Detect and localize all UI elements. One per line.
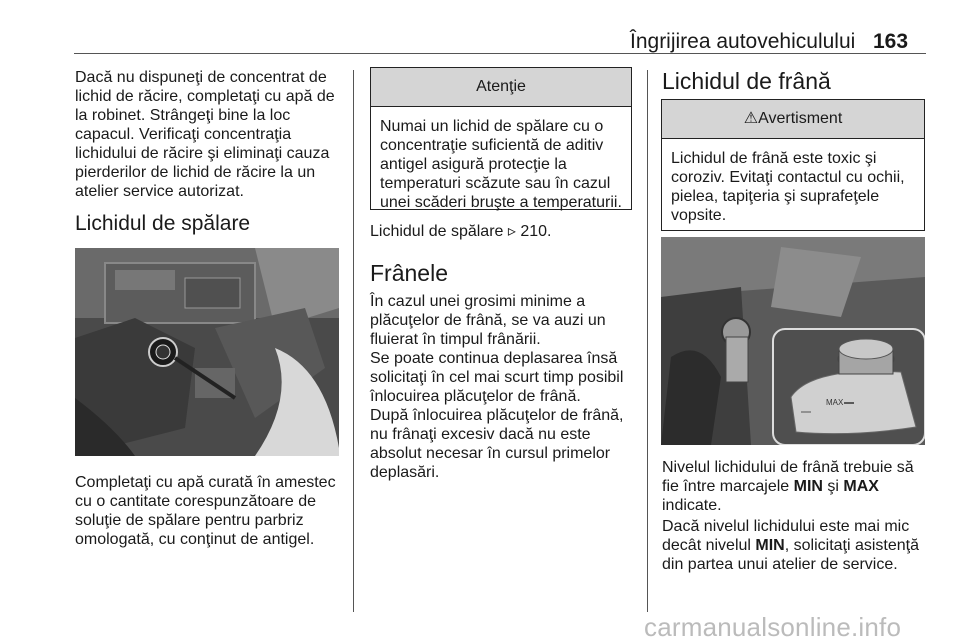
low-level-paragraph <box>662 517 924 574</box>
washer-fill-caption: Completaţi cu apă curată în amestec cu o cantitate corespunzătoare de soluţie de spălare pentru parbriz omologată, cu conţinut de antigel. <box>75 474 336 548</box>
warning-text: Lichidul de frână este toxic şi coroziv. Evitaţi contactul cu ochii, pielea, tapiţeria şi suprafeţele vopsite. <box>671 150 905 224</box>
cross-reference-page: 210. <box>520 223 552 240</box>
notice-title: Atenţie <box>371 68 631 107</box>
cross-reference-text: Lichidul de spălare <box>370 223 504 240</box>
header-rule <box>74 53 926 54</box>
warning-header <box>662 100 924 139</box>
level-text-and: şi <box>827 478 839 495</box>
brake-reservoir-photo <box>661 237 925 445</box>
level-text-a: Nivelul lichidului de frână trebuie să fie între marcajele <box>662 459 914 495</box>
notice-text: Numai un lichid de spălare cu o concentraţie suficientă de aditiv antigel asigură protecţie la temperaturi scăzute sau în cazul unei scăderi bruşte a temperaturii. <box>380 118 622 211</box>
warning-box <box>661 99 925 231</box>
brakes-heading: Frânele <box>370 260 448 286</box>
column-divider-2 <box>647 70 648 612</box>
max-mark-label: MAX <box>826 398 844 407</box>
low-level-text-a: Dacă nivelul lichidului este mai mic decât nivelul <box>662 518 910 554</box>
coolant-intro-paragraph: Dacă nu dispuneţi de concentrat de lichid de răcire, completaţi cu apă de la robinet. Strângeţi bine la loc capacul. Verificaţi concentraţia lichidului de răcire şi eliminaţi cauza pierderilor de lichid de răcire la un atelier service autorizat. <box>75 69 335 200</box>
notice-box <box>370 67 632 210</box>
watermark-brand: carmanualsonline.info <box>644 612 902 642</box>
arrow-glyph-icon: ▹ <box>507 223 516 240</box>
page-header-title: Îngrijirea autovehiculului <box>630 30 856 53</box>
min-mark-text: MIN <box>793 478 823 495</box>
low-level-min-text: MIN <box>755 537 785 554</box>
washer-fluid-heading: Lichidul de spălare <box>75 212 251 235</box>
brakes-para-1: În cazul unei grosimi minime a plăcuţelor de frână, se va auzi un fluierat în timpul frânării. <box>370 293 606 348</box>
brakes-para-2: Se poate continua deplasarea însă solicitaţi în cel mai scurt timp posibil înlocuirea plăcuţelor de frână. <box>370 350 624 405</box>
warning-title: Avertisment <box>758 110 843 127</box>
brakes-para-3: După înlocuirea plăcuţelor de frână, nu frânaţi excesiv dacă nu este absolut necesar în cursul primelor deplasări. <box>370 407 624 481</box>
column-divider-1 <box>353 70 354 612</box>
max-mark-text: MAX <box>843 478 879 495</box>
warning-triangle-icon: ⚠ <box>743 110 759 127</box>
cross-reference <box>370 222 632 241</box>
page-number: 163 <box>873 30 909 53</box>
brake-fluid-heading: Lichidul de frână <box>662 68 831 94</box>
low-level-text-b: , solicitaţi asistenţă din partea unui atelier de service. <box>662 537 920 573</box>
level-text-b: indicate. <box>662 497 722 514</box>
washer-reservoir-photo <box>75 248 339 456</box>
brake-fluid-level-paragraph <box>662 458 924 515</box>
